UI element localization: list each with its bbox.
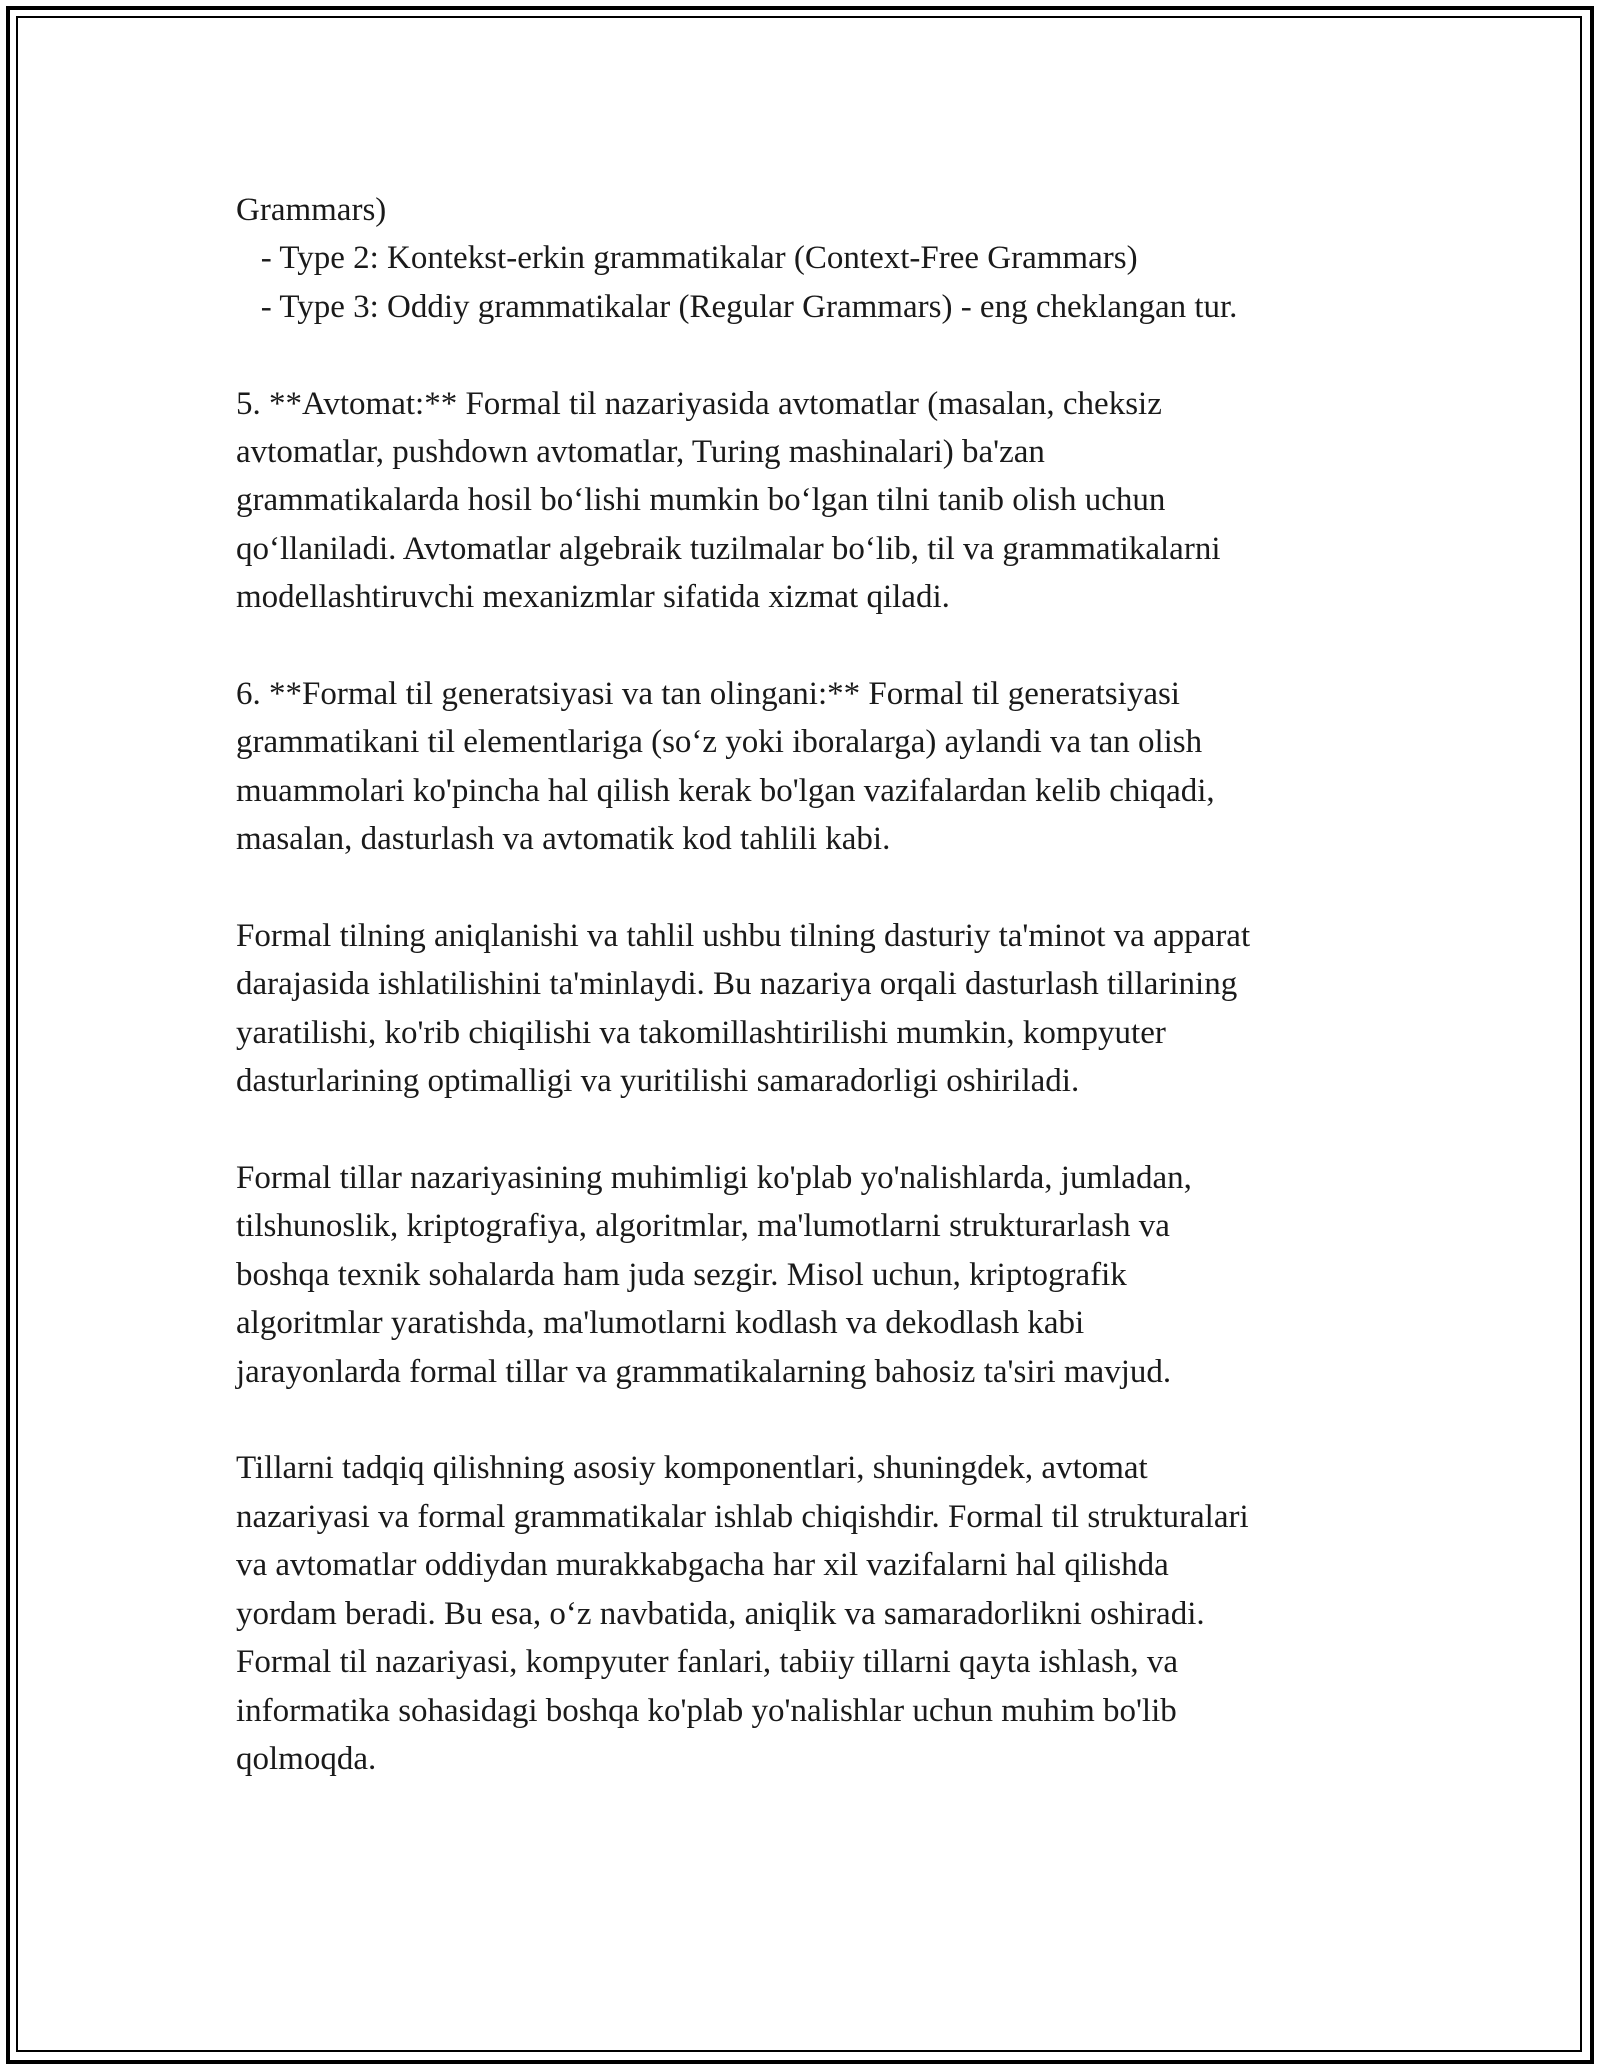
paragraph-aniqlanishi <box>236 912 1386 1106</box>
text-line: Formal til nazariyasi, kompyuter fanlari, tabiiy tillarni qayta ishlash, va <box>236 1644 1179 1681</box>
list-item-type-3: - Type 3: Oddiy grammatikalar (Regular Grammars) - eng cheklangan tur. <box>236 288 1238 325</box>
text-line: 6. **Formal til generatsiyasi va tan olingani:** Formal til generatsiyasi <box>236 676 1180 713</box>
text-line: boshqa texnik sohalarda ham juda sezgir. Misol uchun, kriptografik <box>236 1256 1127 1293</box>
numbered-point-5 <box>236 380 1386 622</box>
document-body <box>236 186 1386 1832</box>
text-line: qo‘llaniladi. Avtomatlar algebraik tuzilmalar bo‘lib, til va grammatikalarni <box>236 530 1221 567</box>
text-line: tilshunoslik, kriptografiya, algoritmlar, ma'lumotlarni strukturarlash va <box>236 1208 1170 1245</box>
text-line: 5. **Avtomat:** Formal til nazariyasida avtomatlar (masalan, cheksiz <box>236 385 1162 422</box>
text-line: yordam beradi. Bu esa, o‘z navbatida, aniqlik va samaradorlikni oshiradi. <box>236 1595 1205 1632</box>
numbered-point-6 <box>236 670 1386 864</box>
text-line: Formal tillar nazariyasining muhimligi ko'plab yo'nalishlarda, jumladan, <box>236 1160 1192 1197</box>
text-line: Grammars) <box>236 192 387 228</box>
text-line: nazariyasi va formal grammatikalar ishlab chiqishdir. Formal til strukturalari <box>236 1498 1249 1535</box>
grammar-types-list-continued <box>236 186 1386 331</box>
text-line: grammatikani til elementlariga (so‘z yoki iboralarga) aylandi va tan olish <box>236 724 1203 761</box>
text-line: grammatikalarda hosil bo‘lishi mumkin bo‘lgan tilni tanib olish uchun <box>236 482 1166 519</box>
text-line: qolmoqda. <box>236 1740 377 1777</box>
text-line: darajasida ishlatilishini ta'minlaydi. Bu nazariya orqali dasturlash tillarining <box>236 966 1238 1003</box>
paragraph-muhimligi <box>236 1154 1386 1396</box>
text-line: Formal tilning aniqlanishi va tahlil ushbu tilning dasturiy ta'minot va apparat <box>236 918 1251 955</box>
text-line: muammolari ko'pincha hal qilish kerak bo'lgan vazifalardan kelib chiqadi, <box>236 772 1215 809</box>
text-line: yaratilishi, ko'rib chiqilishi va takomillashtirilishi mumkin, kompyuter <box>236 1014 1166 1051</box>
text-line: va avtomatlar oddiydan murakkabgacha har xil vazifalarni hal qilishda <box>236 1547 1169 1584</box>
text-line: jarayonlarda formal tillar va grammatikalarning bahosiz ta'siri mavjud. <box>236 1353 1172 1390</box>
list-item-type-2: - Type 2: Kontekst-erkin grammatikalar (Context-Free Grammars) <box>236 240 1138 277</box>
text-line: informatika sohasidagi boshqa ko'plab yo'nalishlar uchun muhim bo'lib <box>236 1692 1177 1729</box>
paragraph-tillarni-tadqiq <box>236 1444 1386 1783</box>
text-line: modellashtiruvchi mexanizmlar sifatida xizmat qiladi. <box>236 579 950 616</box>
text-line: avtomatlar, pushdown avtomatlar, Turing mashinalari) ba'zan <box>236 434 1045 471</box>
text-line: dasturlarining optimalligi va yuritilishi samaradorligi oshiriladi. <box>236 1063 1080 1100</box>
text-line: algoritmlar yaratishda, ma'lumotlarni kodlash va dekodlash kabi <box>236 1305 1085 1342</box>
text-line: masalan, dasturlash va avtomatik kod tahlili kabi. <box>236 821 891 858</box>
text-line: Tillarni tadqiq qilishning asosiy komponentlari, shuningdek, avtomat <box>236 1450 1148 1487</box>
